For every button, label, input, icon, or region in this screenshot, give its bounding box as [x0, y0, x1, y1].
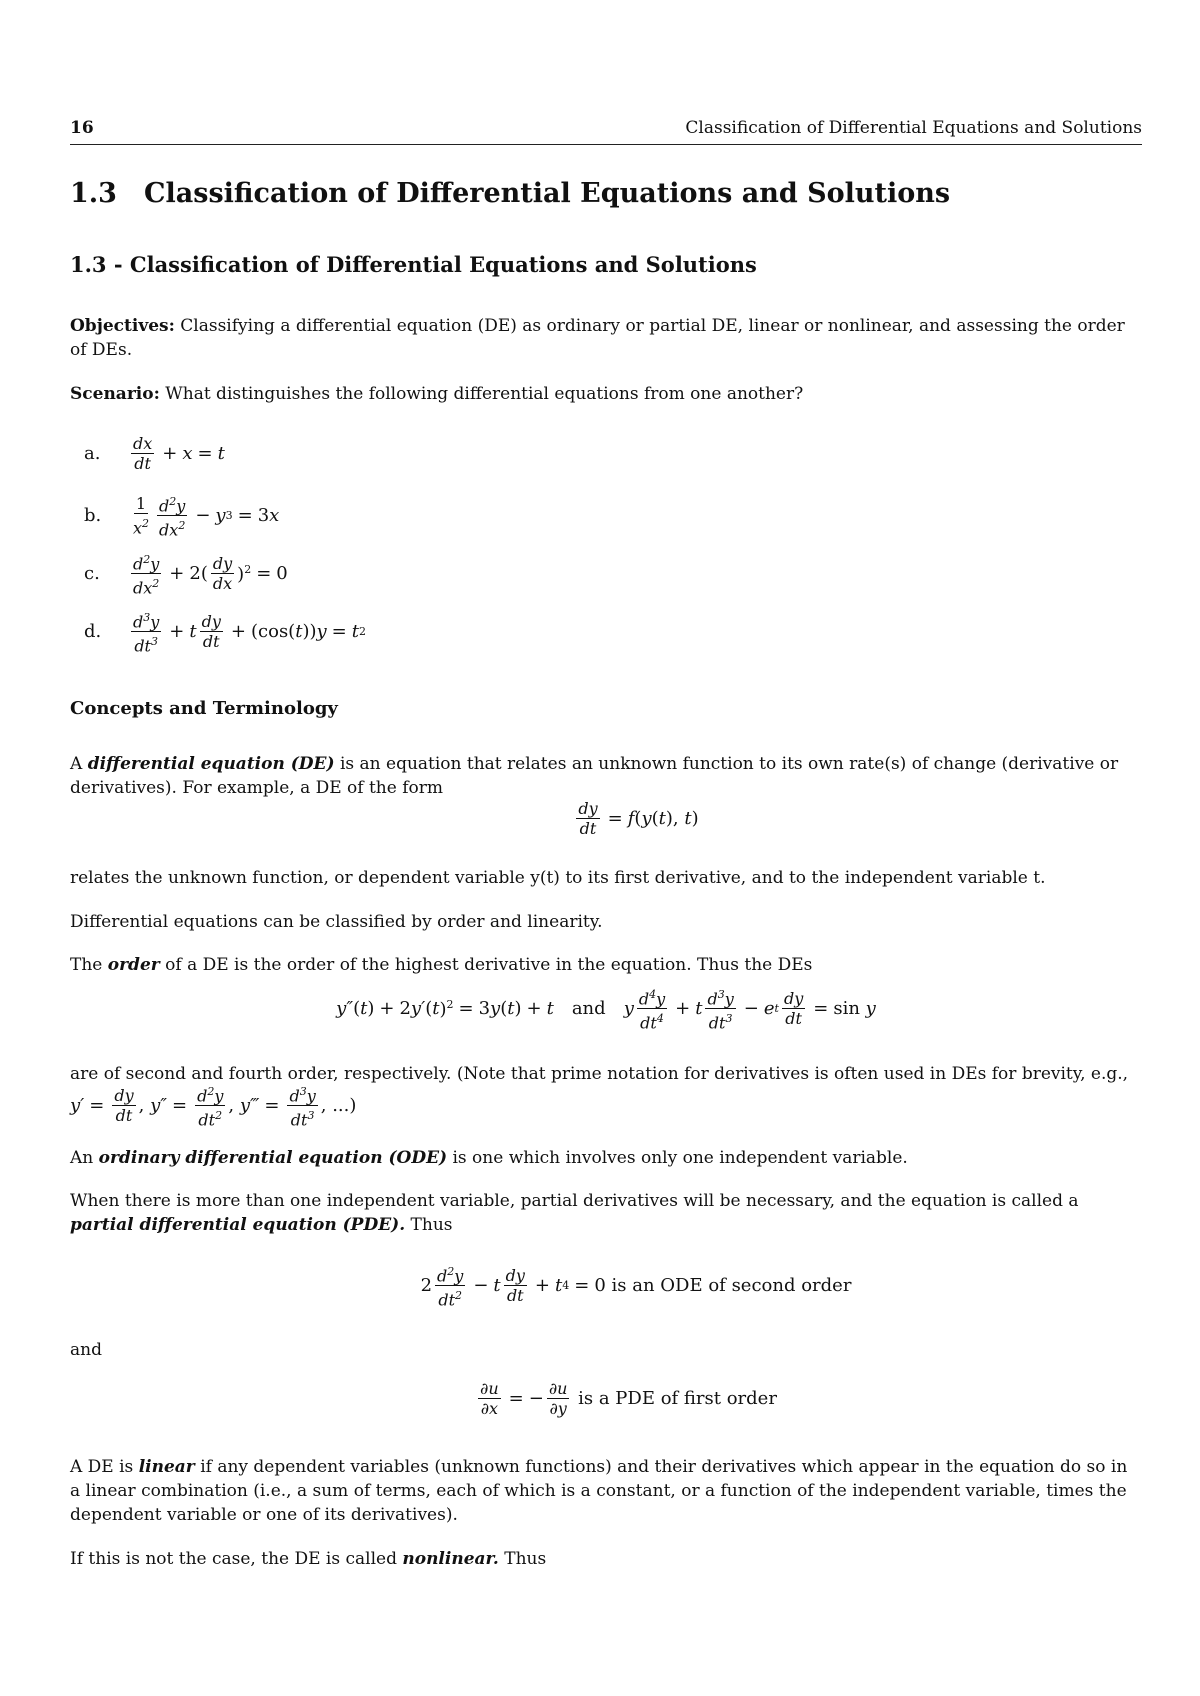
section-subtitle: 1.3 - Classification of Differential Equations and Solutions	[70, 252, 757, 277]
section-title: Classification of Differential Equations and Solutions	[144, 178, 951, 209]
fraction: $\frac{1}{x^2}$	[133, 494, 150, 538]
pde-example-text: is a PDE of first order	[578, 1388, 777, 1409]
ode-example-equation: 2 $\frac{d^2y}{dt^2}$ − t $\frac{dy}{dt}$ + t 4 = 0 is an ODE of second order	[70, 1262, 1142, 1310]
ode-pre: An	[70, 1148, 94, 1168]
fraction: $\frac{\partial u}{\partial x}$	[480, 1379, 499, 1418]
running-title: Classification of Differential Equations and Solutions	[685, 118, 1142, 138]
order-after-text: are of second and fourth order, respectively. (Note that prime notation for derivatives is often used in DEs for brevity, e.g.,	[70, 1064, 1129, 1084]
pde-example-equation: $\frac{\partial u}{\partial x}$ = − $\frac{\partial u}{\partial y}$ is a PDE of first order	[480, 1379, 777, 1418]
concepts-heading: Concepts and Terminology	[70, 698, 338, 719]
linear-pre: A DE is	[70, 1457, 134, 1477]
linear-text: if any dependent variables (unknown functions) and their derivatives which appear in the equation do so in a linear combination (i.e., a sum of terms, each of which is a constant, or a function of the independent variable, times the dependent variable or one of its derivatives).	[70, 1457, 1128, 1525]
linear-term: linear	[138, 1457, 195, 1477]
page-number: 16	[70, 118, 94, 138]
example-a: a. $\frac{dx}{dt}$ + x = t	[84, 434, 225, 473]
nonlinear-definition	[70, 1547, 1142, 1571]
scenario-label: Scenario:	[70, 384, 160, 404]
scenario-paragraph	[70, 382, 1142, 406]
objectives-label: Objectives:	[70, 316, 175, 336]
scenario-text: What distinguishes the following differential equations from one another?	[165, 384, 804, 404]
linear-definition	[70, 1455, 1142, 1527]
fraction: $\frac{dy}{dt}$	[505, 1266, 525, 1306]
de-pre: A	[70, 754, 83, 774]
fraction: $\frac{\partial u}{\partial y}$	[548, 1379, 568, 1418]
fraction: $\frac{d^3y}{dt^3}$	[131, 608, 161, 656]
document-page	[70, 0, 1142, 1696]
fraction: $\frac{dy}{dx}$	[212, 554, 233, 594]
fraction: $\frac{d^2y}{dx^2}$	[131, 550, 161, 598]
fraction: $\frac{dx}{dt}$	[133, 434, 153, 473]
example-a-label: a.	[84, 443, 101, 464]
de-text: is an equation that relates an unknown function to its own rate(s) of change (derivative or derivatives). For example, a DE of the form	[70, 754, 1119, 798]
fraction: $\frac{d^3y}{dt^3}$	[705, 985, 735, 1033]
pde-term: partial differential equation (PDE).	[70, 1215, 406, 1235]
example-b-label: b.	[84, 505, 102, 527]
ode-example-text: is an ODE of second order	[611, 1275, 852, 1297]
order-pre: The	[70, 955, 103, 975]
order-text: of a DE is the order of the highest derivative in the equation. Thus the DEs	[165, 955, 813, 975]
prime-notation-equation: y′ = $\frac{dy}{dt}$ , y″ = $\frac{d^2y}{dt^2}$ , y‴ = $\frac{d^3y}{dt^3}$ , ...)	[70, 1082, 356, 1130]
fraction: $\frac{dy}{dt}$	[201, 612, 221, 652]
pde-text: When there is more than one independent variable, partial derivatives will be necessary, and the equation is called a	[70, 1191, 1079, 1211]
nonlinear-pre: If this is not the case, the DE is called	[70, 1549, 397, 1569]
fraction: $\frac{dy}{dt}$	[783, 989, 804, 1029]
order-examples-equation: y″ ( t ) + 2 y′ ( t )$^2$ = 3 y ( t ) + t and y $\frac{d^4y}{dt^4}$ + t $\frac{d^3y}{dt^3}$ − e t $\frac{dy}{dt}$ = sin y	[70, 985, 1142, 1033]
de-definition	[70, 752, 1142, 800]
section-heading	[70, 178, 950, 209]
ode-definition	[70, 1146, 1142, 1170]
fraction: $\frac{d^4y}{dt^4}$	[637, 985, 667, 1033]
objectives-text: Classifying a differential equation (DE) as ordinary or partial DE, linear or nonlinear, and assessing the order of DEs.	[70, 316, 1125, 360]
relates-paragraph: relates the unknown function, or dependent variable y(t) to its first derivative, and to the independent variable t.	[70, 868, 1046, 888]
fraction: $\frac{d^2y}{dt^2}$	[435, 1262, 465, 1310]
de-form-equation: $\frac{dy}{dt}$ = f ( y ( t ), t )	[578, 799, 699, 838]
example-c-label: c.	[84, 563, 100, 585]
example-d-label: d.	[84, 621, 102, 643]
fraction: $\frac{dy}{dt}$	[114, 1086, 134, 1126]
ode-text: is one which involves only one independent variable.	[452, 1148, 908, 1168]
fraction: $\frac{d^3y}{dt^3}$	[287, 1082, 317, 1130]
classified-paragraph: Differential equations can be classified by order and linearity.	[70, 912, 603, 932]
running-header	[70, 118, 1142, 145]
objectives-paragraph	[70, 314, 1142, 362]
and-line: and	[70, 1340, 102, 1360]
and-word: and	[571, 998, 606, 1020]
section-number: 1.3	[70, 178, 117, 209]
example-c: c. $\frac{d^2y}{dx^2}$ + 2( $\frac{dy}{dx}$ )$^2$ = 0	[84, 550, 288, 598]
example-d: d. $\frac{d^3y}{dt^3}$ + t $\frac{dy}{dt}$ + (cos(t))y = t 2	[84, 608, 366, 656]
fraction: $\frac{d^2y}{dx^2}$	[157, 492, 187, 540]
nonlinear-thus: Thus	[504, 1549, 547, 1569]
fraction: $\frac{d^2y}{dt^2}$	[195, 1082, 225, 1130]
ode-term: ordinary differential equation (ODE)	[98, 1148, 448, 1168]
nonlinear-term: nonlinear.	[402, 1549, 499, 1569]
example-b: b. $\frac{1}{x^2}$ $\frac{d^2y}{dx^2}$ − y 3 = 3 x	[84, 492, 279, 540]
pde-thus: Thus	[410, 1215, 453, 1235]
order-definition	[70, 953, 1142, 977]
order-term: order	[107, 955, 160, 975]
fraction: $\frac{dy}{dt}$	[578, 799, 598, 838]
de-term: differential equation (DE)	[87, 754, 335, 774]
pde-definition	[70, 1189, 1142, 1237]
